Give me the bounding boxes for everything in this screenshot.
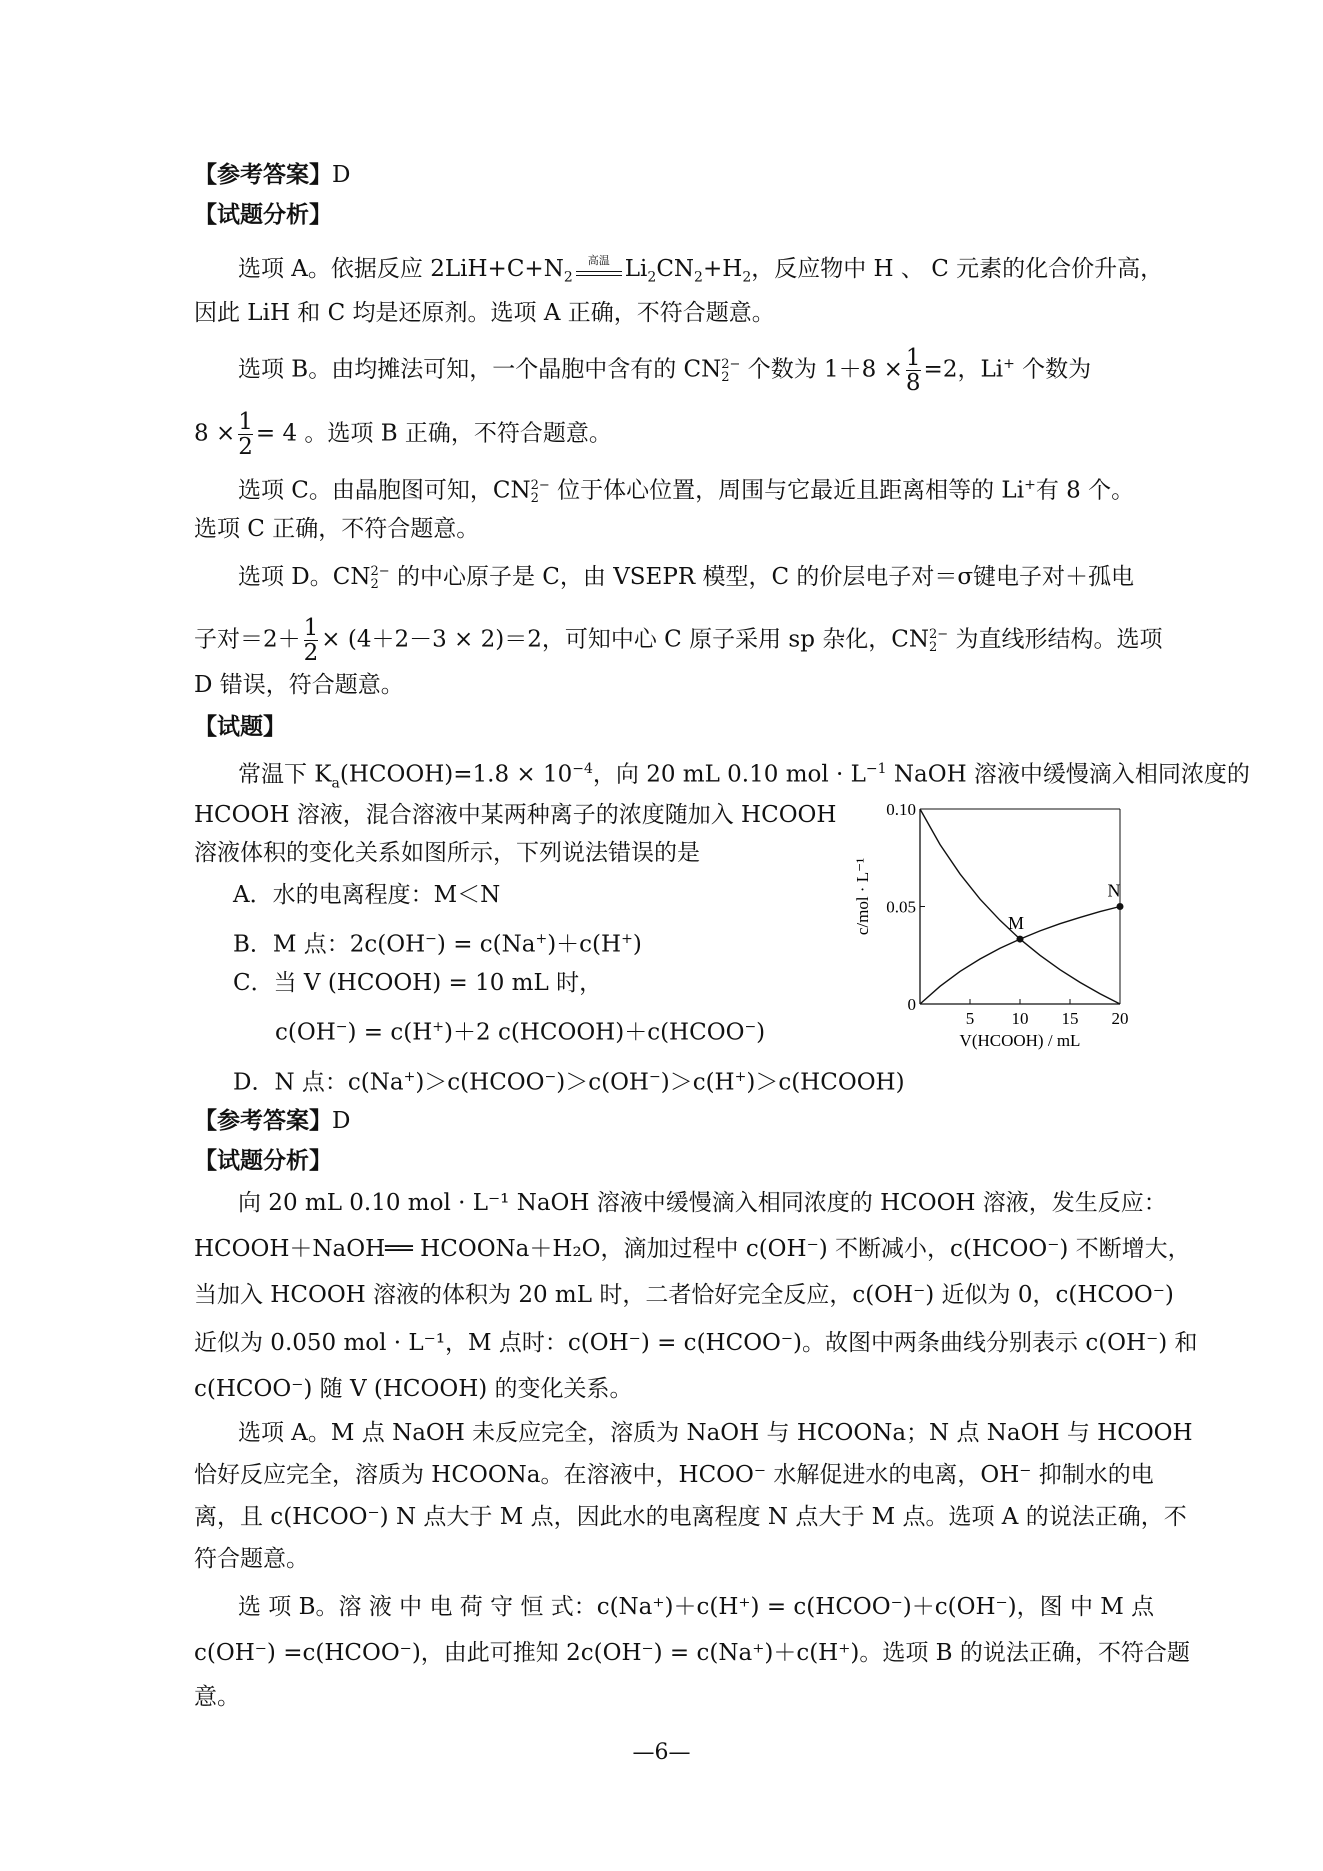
optD-line2-post: × (4＋2－3 × 2)＝2，可知中心 C 原子采用 sp 杂化，CN — [321, 626, 929, 653]
cD-c: )＞c(OH — [556, 1069, 649, 1096]
choice-C-line2: c(OH−) = c(H+)＋2 c(HCOOH)＋c(HCOO−) — [275, 1019, 766, 1046]
optD-line1: 选项 D。CN 2− 2 的中心原子是 C，由 VSEPR 模型，C 的价层电子对＝σ键电子对＋孤电 — [238, 564, 1135, 592]
answer-value: D — [332, 162, 351, 188]
q-l1-exp: −4 — [572, 761, 593, 777]
fraction-one-half-2: $\frac{1}{2}$ — [303, 615, 319, 666]
optA-post: ，反应物中 H 、 C 元素的化合价升高， — [751, 256, 1164, 282]
optD-line2-pre: 子对＝2＋ — [194, 626, 301, 653]
q-l1-pre: 常温下 K — [238, 761, 332, 788]
x-tick-label: 20 — [1111, 1009, 1129, 1028]
y-tick-label: 0.05 — [886, 897, 916, 917]
analysis3-l1: 选项 A。M 点 NaOH 未反应完全，溶质为 NaOH 与 HCOONa；N 点 NaOH 与 HCOOH — [238, 1420, 1193, 1446]
choice-C: C．当 V (HCOOH) = 10 mL 时， — [233, 970, 603, 996]
point-N — [1117, 903, 1124, 910]
x-tick-label: 5 — [965, 1009, 975, 1028]
analysis2-l5: c(HCOO⁻) 随 V (HCOOH) 的变化关系。 — [194, 1376, 633, 1402]
analysis-title-2: 【试题分析】 — [194, 1147, 332, 1174]
x-tick-label: 15 — [1061, 1009, 1079, 1028]
x-tick-label: 10 — [1011, 1009, 1029, 1028]
optA-line1: 选项 A。依据反应 $2LiH+C+N_2$ 高温 $Li_2CN_2+H_2$，反应物中 H 、 C 元素的化合价升高， — [238, 254, 1164, 286]
cD-e: )＞c(HCOOH) — [746, 1069, 905, 1096]
series-line-0 — [920, 809, 1120, 1004]
cC-d: ) — [756, 1019, 766, 1046]
answer-label: 【参考答案】 — [194, 161, 332, 188]
cB-mid: ) = c(Na — [436, 931, 536, 958]
y-tick-label: 0.10 — [886, 800, 916, 819]
optD-line2-end: 为直线形结构。选项 — [948, 626, 1163, 653]
optB-line2-post: = 4 。选项 B 正确，不符合题意。 — [255, 420, 612, 447]
question-line2: HCOOH 溶液，混合溶液中某两种离子的浓度随加入 HCOOH — [194, 802, 837, 828]
optA-h: +H — [702, 256, 743, 282]
concentration-chart — [850, 794, 1130, 1064]
optB-post: 个数为 — [1014, 356, 1092, 383]
reaction-arrow — [576, 254, 622, 276]
analysis3-l3: 离，且 c(HCOO⁻) N 点大于 M 点，因此水的电离程度 N 点大于 M 点。选项 A 的说法正确，不 — [194, 1504, 1187, 1530]
optB-mid-after: =2，Li — [923, 356, 1004, 383]
cC-b: ) = c(H — [347, 1019, 433, 1046]
answer-value-2: D — [332, 1108, 351, 1134]
optD-pre: 选项 D。CN — [238, 564, 371, 590]
q-l1-exp2: −1 — [865, 761, 887, 777]
y-tick-label: 0 — [907, 995, 916, 1014]
page-number: —6— — [632, 1740, 691, 1765]
cB-end: ) — [632, 931, 642, 958]
optA-cn: CN — [656, 256, 695, 282]
x-axis-label: V(HCOOH) / mL — [959, 1031, 1081, 1050]
question-title: 【试题】 — [194, 713, 286, 740]
optD-line2: 子对＝2＋ $\frac{1}{2}$ × (4＋2－3 × 2)＝2，可知中心 C 原子采用 sp 杂化，CN 2− 2 为直线形结构。选项 — [194, 615, 1163, 666]
optC-mid: 位于体心位置，周围与它最近且距离相等的 Li — [549, 477, 1025, 504]
analysis4-l1: 选 项 B。溶 液 中 电 荷 守 恒 式：c(Na⁺)＋c(H⁺) = c(HCOO⁻)＋c(OH⁻)，图 中 M 点 — [238, 1594, 1155, 1620]
optB-line2-pre: 8 × — [194, 420, 236, 447]
analysis2-l3: 当加入 HCOOH 溶液的体积为 20 mL 时，二者恰好完全反应，c(OH⁻) 近似为 0，c(HCOO⁻) — [194, 1282, 1174, 1308]
optC-post: 有 8 个。 — [1035, 477, 1135, 504]
optB-mid: 个数为 1＋8 × — [740, 356, 903, 383]
fraction-one-eighth: $\frac{1}{8}$ — [905, 345, 921, 396]
optB-line1: 选项 B。由均摊法可知，一个晶胞中含有的 CN 2− 2 个数为 1＋8 × $\frac{1}{8}$ =2，Li+ 个数为 — [238, 345, 1092, 396]
analysis3-l4: 符合题意。 — [194, 1546, 309, 1572]
q-l1-a: a — [331, 775, 340, 792]
reaction-condition: 高温 — [587, 254, 610, 267]
answer-header-1 — [194, 158, 350, 192]
point-M — [1017, 936, 1024, 943]
optD-line3: D 错误，符合题意。 — [194, 672, 404, 698]
answer-header-2 — [194, 1104, 350, 1138]
y-axis-label: c/mol · L⁻¹ — [853, 857, 872, 936]
choice-B: B．M 点：2c(OH−) = c(Na+)＋c(H+) — [233, 931, 642, 958]
optC-pre: 选项 C。由晶胞图可知，CN — [238, 477, 531, 504]
point-label-M: M — [1007, 913, 1025, 934]
cC-a: c(OH — [275, 1019, 336, 1046]
analysis-title-1: 【试题分析】 — [194, 201, 332, 228]
optA-line2: 因此 LiH 和 C 均是还原剂。选项 A 正确，不符合题意。 — [194, 300, 775, 326]
analysis4-l2: c(OH⁻) =c(HCOO⁻)，由此可推知 2c(OH⁻) = c(Na⁺)＋c(H⁺)。选项 B 的说法正确，不符合题 — [194, 1640, 1190, 1666]
q-l1-post: ，向 20 mL 0.10 mol · L — [592, 761, 866, 788]
point-label-N: N — [1107, 880, 1121, 901]
cC-c: )＋2 c(HCOOH)＋c(HCOO — [444, 1019, 745, 1046]
choice-A: A．水的电离程度：M＜N — [233, 882, 501, 908]
analysis3-l2: 恰好反应完全，溶质为 HCOONa。在溶液中，HCOO⁻ 水解促进水的电离，OH⁻ 抑制水的电 — [194, 1462, 1154, 1488]
answer-label-2: 【参考答案】 — [194, 1107, 332, 1134]
cD-d: )＞c(H — [660, 1069, 735, 1096]
analysis4-l3: 意。 — [194, 1684, 240, 1710]
optD-post: 的中心原子是 C，由 VSEPR 模型，C 的价层电子对＝σ键电子对＋孤电 — [389, 564, 1135, 590]
cD-a: D．N 点：c(Na — [233, 1069, 404, 1096]
question-line1 — [238, 752, 1250, 800]
optB-line2 — [194, 410, 612, 459]
optC-line2: 选项 C 正确，不符合题意。 — [194, 516, 480, 542]
choice-D: D．N 点：c(Na+)＞c(HCOO−)＞c(OH−)＞c(H+)＞c(HCOOH) — [233, 1069, 905, 1096]
optC-line1: 选项 C。由晶胞图可知，CN 2− 2 位于体心位置，周围与它最近且距离相等的 Li+有 8 个。 — [238, 477, 1135, 506]
analysis2-l2: HCOOH＋NaOH══ HCOONa＋H₂O，滴加过程中 c(OH⁻) 不断减小，c(HCOO⁻) 不断增大， — [194, 1236, 1191, 1262]
q-l1-end: NaOH 溶液中缓慢滴入相同浓度的 — [886, 761, 1250, 788]
analysis2-l4: 近似为 0.050 mol · L⁻¹，M 点时：c(OH⁻) = c(HCOO⁻)。故图中两条曲线分别表示 c(OH⁻) 和 — [194, 1330, 1198, 1356]
fraction-one-half: $\frac{1}{2}$ — [238, 409, 253, 460]
question-line3: 溶液体积的变化关系如图所示，下列说法错误的是 — [194, 840, 700, 866]
cB-mid2: )＋c(H — [547, 931, 622, 958]
optA-li: Li — [624, 256, 648, 282]
analysis2-l1: 向 20 mL 0.10 mol · L⁻¹ NaOH 溶液中缓慢滴入相同浓度的 HCOOH 溶液，发生反应： — [238, 1190, 1167, 1216]
optA-pre: 选项 A。依据反应 2LiH+C+N — [238, 256, 564, 282]
cD-b: )＞c(HCOO — [415, 1069, 545, 1096]
optB-pre: 选项 B。由均摊法可知，一个晶胞中含有的 CN — [238, 356, 722, 383]
q-l1-mid: (HCOOH)=1.8 × 10 — [339, 761, 573, 788]
cB-pre: B．M 点：2c(OH — [233, 931, 426, 958]
